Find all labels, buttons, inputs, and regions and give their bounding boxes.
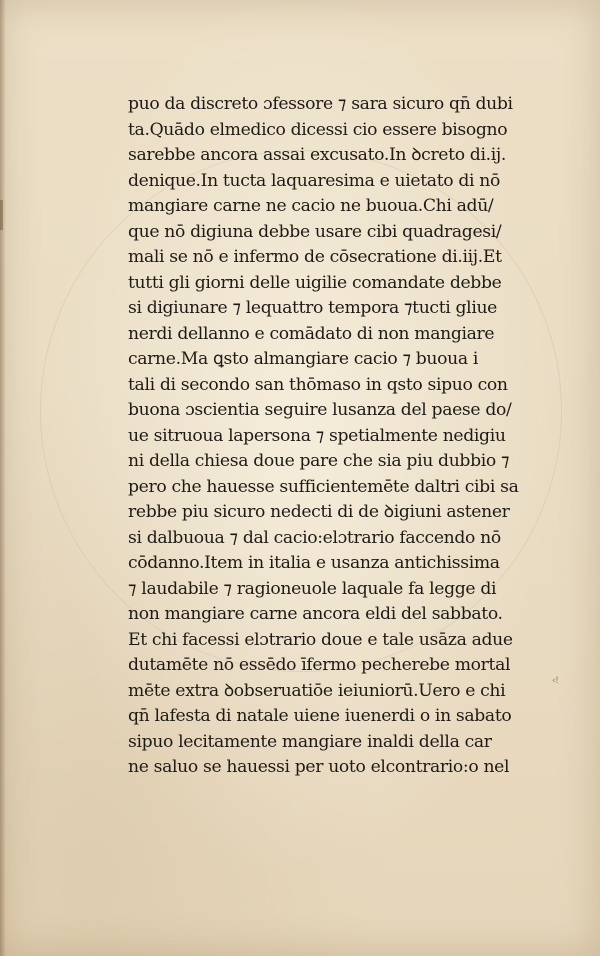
text-line: denique.In tucta laquaresima e uietato di nō: [128, 170, 500, 191]
text-line: si digiunare ⁊ lequattro tempora ⁊tucti gliue: [128, 298, 498, 318]
text-line: dutamēte nō essēdo īfermo pecherebe mortal: [128, 655, 511, 675]
binding-mark: [0, 200, 3, 230]
text-line: ue sitruoua lapersona ⁊ spetialmente nedigiu: [128, 425, 506, 446]
text-line: rebbe piu sicuro nedecti di de ꝺigiuni astener: [128, 502, 510, 522]
text-line: mēte extra ꝺobseruatiōe ieiuniorū.Uero e chi: [128, 680, 506, 701]
text-line: pero che hauesse sufficientemēte daltri cibi sa: [128, 476, 519, 497]
text-line: cōdanno.Item in italia e usanza antichissima: [128, 553, 500, 573]
text-line: carne.Ma ꝗsto almangiare cacio ⁊ buoua i: [128, 349, 479, 369]
text-line: mali se nō e infermo de cōsecratione di.iij.Et: [128, 247, 502, 267]
text-line: sipuo lecitamente mangiare inaldi della car: [128, 731, 492, 752]
text-line: mangiare carne ne cacio ne buoua.Chi adū/: [128, 196, 494, 216]
text-line: ⁊ laudabile ⁊ ragioneuole laquale fa legge di: [128, 578, 497, 599]
text-line: nerdi dellanno e comādato di non mangiare: [128, 323, 495, 344]
text-line: ne saluo se hauessi per uoto elcontrario:o nel: [128, 757, 510, 777]
page-edge-shadow: [0, 0, 6, 956]
text-line: tali di secondo san thōmaso in qsto sipuo con: [128, 374, 508, 395]
text-line: tutti gli giorni delle uigilie comandate debbe: [128, 272, 502, 293]
text-column: [128, 92, 538, 781]
margin-note: ‹ǃ: [552, 676, 559, 686]
text-line: puo da discreto ɔfessore ⁊ sara sicuro qn̄ dubi: [128, 94, 513, 114]
text-line: Et chi facessi elɔtrario doue e tale usāza adue: [128, 629, 513, 650]
text-line: buona ɔscientia seguire lusanza del paese do/: [128, 400, 512, 420]
text-line: si dalbuoua ⁊ dal cacio:elɔtrario faccendo nō: [128, 527, 501, 548]
text-line: ta.Quādo elmedico dicessi cio essere bisogno: [128, 119, 508, 140]
text-line: qn̄ lafesta di natale uiene iuenerdi o in sabato: [128, 706, 512, 726]
text-line: ni della chiesa doue pare che sia piu dubbio ⁊: [128, 451, 510, 471]
text-line: non mangiare carne ancora eldi del sabbato.: [128, 604, 503, 624]
text-line: que nō digiuna debbe usare cibi quadragesi/: [128, 221, 502, 242]
text-line: sarebbe ancora assai excusato.In ꝺcreto di.ij.: [128, 145, 506, 165]
